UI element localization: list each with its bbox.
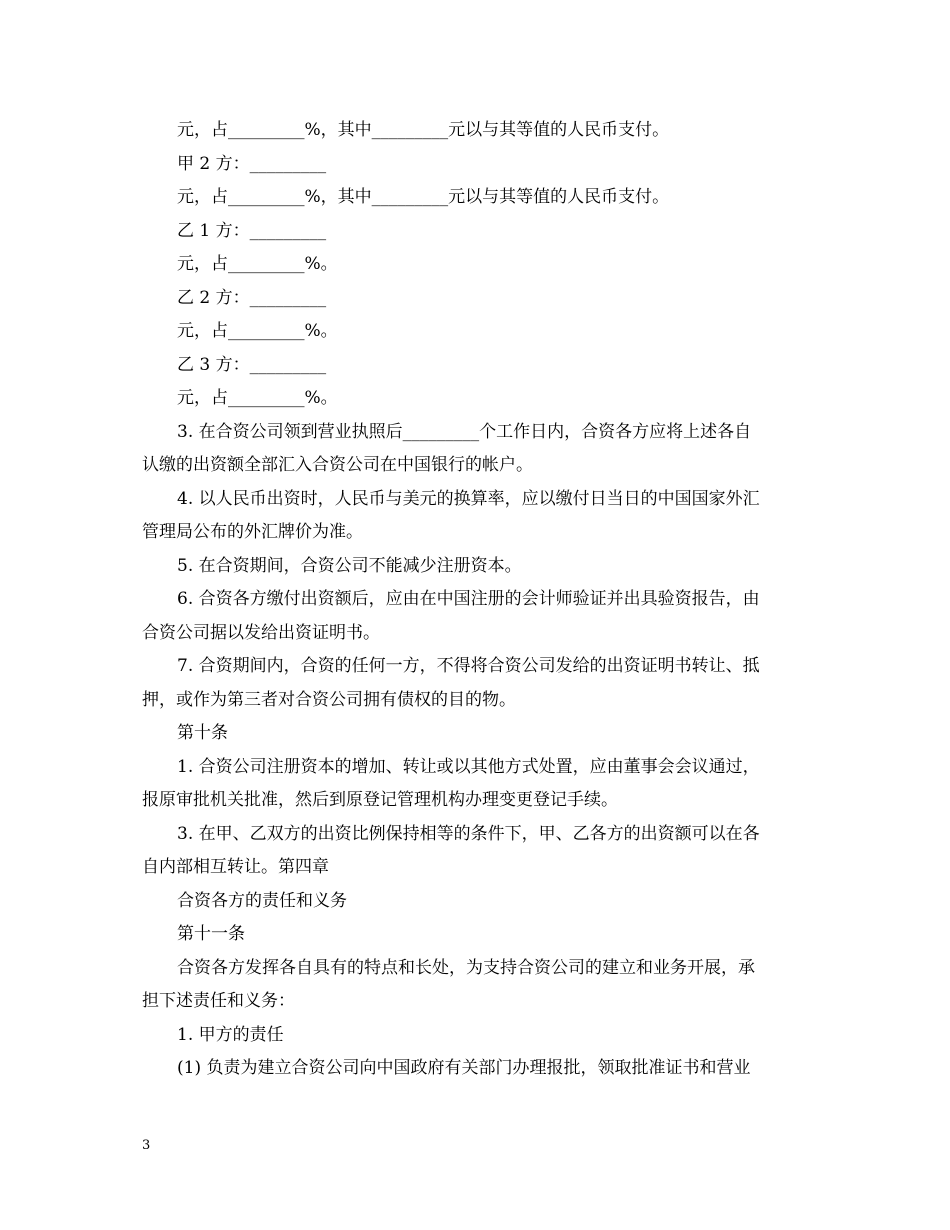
text-line: 元，占_________%。 — [177, 254, 338, 274]
text-line: 元，占_________%，其中_________元以与其等值的人民币支付。 — [177, 120, 670, 140]
page-number: 3 — [142, 1138, 151, 1153]
text-line: 5. 在合资期间，合资公司不能减少注册资本。 — [177, 555, 522, 576]
text-line: 第十一条 — [177, 924, 245, 944]
text-line: 第十条 — [177, 723, 228, 743]
text-line: 乙 1 方：_________ — [177, 220, 327, 241]
text-line: 元，占_________%。 — [177, 388, 338, 408]
text-line: 报原审批机关批准，然后到原登记管理机构办理变更登记手续。 — [142, 790, 618, 810]
text-line: 1. 甲方的责任 — [177, 1024, 284, 1045]
text-line: 3. 在合资公司领到营业执照后_________个工作日内，合资各方应将上述各自 — [177, 421, 752, 442]
text-line: 合资各方的责任和义务 — [177, 890, 347, 911]
text-line: 担下述责任和义务： — [142, 991, 295, 1011]
text-line: 乙 3 方：_________ — [177, 354, 327, 375]
text-line: 合资公司据以发给出资证明书。 — [142, 622, 380, 643]
text-line: 押，或作为第三者对合资公司拥有债权的目的物。 — [142, 689, 516, 710]
text-line: 4. 以人民币出资时，人民币与美元的换算率，应以缴付日当日的中国国家外汇 — [177, 488, 760, 509]
text-line: 元，占_________%，其中_________元以与其等值的人民币支付。 — [177, 187, 670, 207]
text-line: 乙 2 方：_________ — [177, 287, 327, 308]
text-line: 3. 在甲、乙双方的出资比例保持相等的条件下，甲、乙各方的出资额可以在各 — [177, 823, 760, 844]
text-line: 元，占_________%。 — [177, 321, 338, 341]
text-line: 7. 合资期间内，合资的任何一方，不得将合资公司发给的出资证明书转让、抵 — [177, 656, 760, 676]
text-line: 1. 合资公司注册资本的增加、转让或以其他方式处置，应由董事会会议通过， — [177, 756, 760, 777]
text-line: 合资各方发挥各自具有的特点和长处，为支持合资公司的建立和业务开展，承 — [177, 957, 755, 978]
text-line: 认缴的出资额全部汇入合资公司在中国银行的帐户。 — [142, 455, 533, 475]
text-line: 6. 合资各方缴付出资额后，应由在中国注册的会计师验证并出具验资报告，由 — [177, 589, 760, 609]
text-line: 自内部相互转让。第四章 — [142, 857, 329, 877]
text-line: 管理局公布的外汇牌价为准。 — [142, 522, 363, 542]
text-line: 甲 2 方：_________ — [177, 153, 327, 174]
document-body — [142, 114, 812, 1086]
text-line: (1) 负责为建立合资公司向中国政府有关部门办理报批，领取批准证书和营业 — [177, 1058, 751, 1078]
